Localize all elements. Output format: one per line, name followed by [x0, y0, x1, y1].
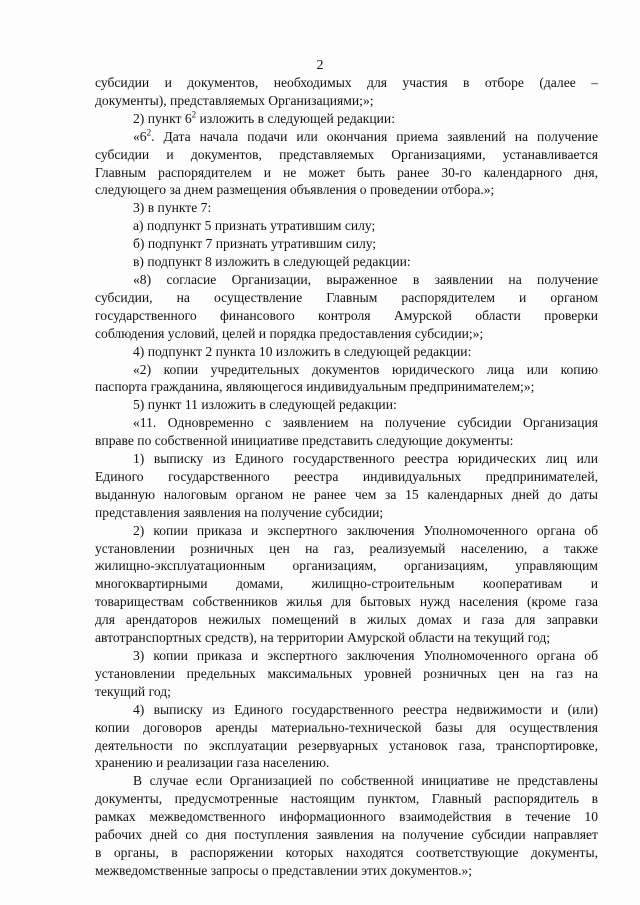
text-line: а) подпункт 5 признать утратившим силу; — [133, 218, 376, 234]
text-line: субсидии и документов, необходимых для участия в отборе (далее – — [95, 75, 598, 90]
text-line: хранению и реализации газа населению. — [95, 755, 330, 771]
text-line: в) подпункт 8 изложить в следующей редакции: — [133, 254, 411, 270]
text-line: многоквартирными домами, жилищно-строительным кооперативам и — [95, 576, 598, 592]
text-line: «11. Одновременно с заявлением на получение субсидии Организация — [133, 415, 598, 431]
text-line: субсидии и документов, представляемых Организациями, устанавливается — [95, 146, 598, 162]
text-line: 3) копии приказа и экспертного заключения Уполномоченного органа об — [133, 648, 598, 663]
text-line: в органы, в распоряжении которых находятся соответствующие документы, — [95, 844, 598, 860]
text-line: паспорта гражданина, являющегося индивидуальным предпринимателем;»; — [95, 379, 535, 395]
text-line: 4) подпункт 2 пункта 10 изложить в следующей редакции: — [133, 343, 472, 359]
text-line: 2) пункт $6^2$ изложить в следующей редакции: — [133, 109, 395, 126]
text-line: «2) копии учредительных документов юридического лица или копию — [133, 361, 598, 377]
text-line: выданную налоговым органом не ранее чем за 15 календарных дней до даты — [95, 486, 598, 502]
text-line: автотранспортных средств), на территории Амурской области на текущий год; — [95, 630, 551, 646]
text-line: документы), представляемых Организациями;»; — [95, 92, 374, 108]
text-line: Главным распорядителем и не может быть ранее 30-го календарного дня, — [95, 164, 598, 180]
text-line: следующего за днем размещения объявления о проведении отбора.»; — [95, 182, 495, 198]
text-line: вправе по собственной инициативе представить следующие документы: — [95, 433, 514, 449]
text-line: межведомственные запросы о представлении этих документов.»; — [95, 862, 473, 878]
document-body — [95, 74, 598, 880]
text-line: деятельности по эксплуатации резервуарных установок газа, транспортировке, — [95, 737, 598, 753]
text-line: 1) выписку из Единого государственного реестра юридических лиц или — [133, 451, 598, 467]
text-line: 5) пункт 11 изложить в следующей редакции: — [133, 397, 397, 413]
text-line: рамках межведомственного информационного взаимодействия в течение 10 — [95, 809, 598, 825]
text-line: документы, предусмотренные настоящим пунктом, Главный распорядитель в — [95, 791, 598, 807]
text-line: рабочих дней со дня поступления заявления на получение субсидии направляет — [95, 827, 598, 843]
text-line: 3) в пункте 7: — [133, 200, 212, 216]
text-line: б) подпункт 7 признать утратившим силу; — [133, 236, 377, 252]
text-line: субсидии, на осуществление Главным распорядителем и органом — [95, 289, 598, 305]
text-line: государственного финансового контроля Амурской области проверки — [95, 307, 598, 323]
text-line: В случае если Организацией по собственной инициативе не представлены — [133, 773, 598, 789]
superscript: 2 — [146, 127, 152, 138]
text-line: 2) копии приказа и экспертного заключения Уполномоченного органа об — [133, 522, 598, 538]
text-line: «8) согласие Организации, выраженное в заявлении на получение — [133, 271, 598, 287]
text-line: жилищно-эксплуатационным организациям, организациям, управляющим — [95, 558, 598, 574]
text-line: копии договоров аренды материально-технической базы для осуществления — [95, 719, 598, 735]
superscript: 2 — [191, 109, 197, 120]
text-line: представления заявления на получение субсидии; — [95, 504, 384, 520]
text-line: Единого государственного реестра индивидуальных предпринимателей, — [95, 468, 598, 484]
text-line: 4) выписку из Единого государственного реестра недвижимости и (или) — [133, 701, 598, 717]
text-line: товариществам собственников жилья для бытовых нужд населения (кроме газа — [95, 594, 598, 610]
text-line: для арендаторов нежилых помещений в жилых домах и газа для заправки — [95, 612, 598, 628]
text-line: установлении предельных максимальных уровней розничных цен на газ на — [95, 665, 598, 681]
page-number: 2 — [316, 58, 324, 73]
text-line: соблюдения условий, целей и порядка предоставления субсидии;»; — [95, 325, 484, 341]
text-line: текущий год; — [95, 683, 171, 699]
text-line: «$6^2$. Дата начала подачи или окончания приема заявлений на получение — [133, 127, 598, 144]
text-line: установлении розничных цен на газ, реализуемый населению, а также — [95, 540, 598, 556]
